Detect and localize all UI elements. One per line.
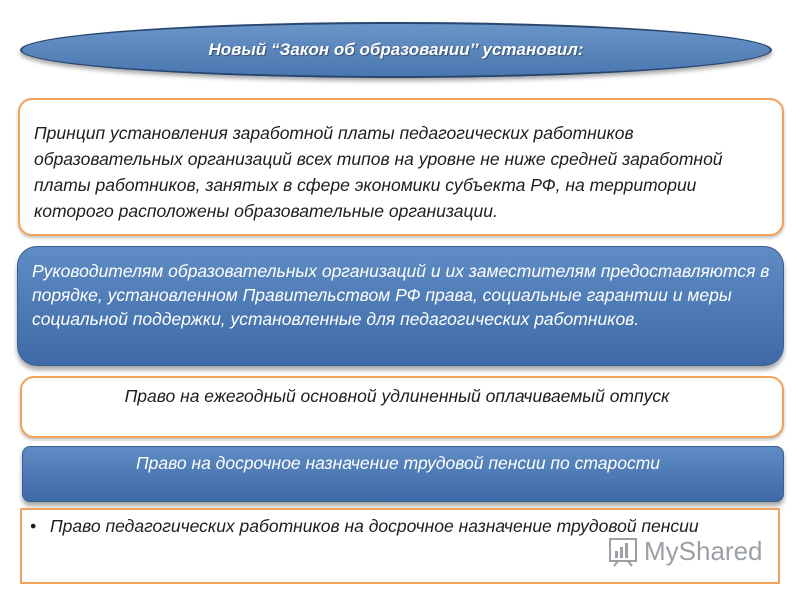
title-banner (20, 22, 772, 78)
item-salary-principle (18, 98, 784, 236)
item-early-pension (22, 446, 784, 502)
item-text: Право на ежегодный основной удлиненный оплачиваемый отпуск (124, 386, 670, 406)
item-text: Принцип установления заработной платы педагогических работников образовательных организаций всех типов на уровне не ниже средней заработной платы работников, занятых в сфере экономики субъекта РФ, на территории которого расположены образовательные организации. (34, 123, 723, 221)
item-managers-rights (17, 246, 784, 366)
page-title: Новый “Закон об образовании’’ установил: (208, 40, 584, 59)
chart-logo-icon (608, 537, 638, 567)
bullet-icon: • (30, 516, 37, 536)
item-text: Право педагогических работников на досрочное назначение трудовой пенсии (50, 516, 699, 536)
item-annual-leave (20, 376, 784, 438)
watermark-text: MyShared (644, 536, 763, 566)
item-text: Право на досрочное назначение трудовой пенсии по старости (135, 453, 661, 473)
item-text: Руководителям образовательных организаций и их заместителям предоставляются в порядке, установленном Правительством РФ права, социальные гарантии и меры социальной поддержки, установленные для педагогических работников. (32, 261, 770, 329)
watermark (608, 536, 763, 567)
